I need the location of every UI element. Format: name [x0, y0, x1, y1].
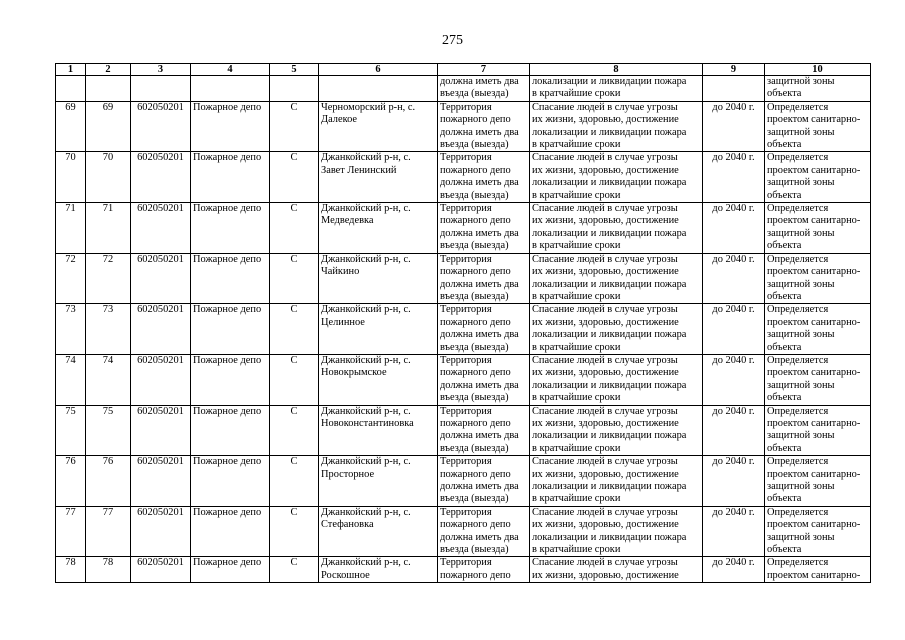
text-line: Спасание людей в случае угрозы [532, 304, 678, 316]
text-line: должна иметь два [440, 430, 519, 442]
text-line: локализации и ликвидации пожара [532, 278, 687, 290]
text-line: пожарного депо [440, 519, 511, 531]
object-name: Пожарное депо [191, 557, 270, 583]
text-line: Джанкойский р-н, с. [321, 304, 411, 316]
text-line: Джанкойский р-н, с. [321, 506, 411, 518]
col-header: 5 [270, 64, 319, 76]
text-line: Территория [440, 101, 492, 113]
text-line: защитной зоны [767, 76, 835, 87]
object-purpose [530, 354, 703, 405]
object-name: Пожарное депо [191, 405, 270, 456]
object-status: С [270, 304, 319, 355]
text-line: Определяется [767, 253, 829, 265]
text-line: пожарного депо [440, 215, 511, 227]
text-line: проектом санитарно- [767, 114, 861, 126]
text-line: защитной зоны [767, 126, 835, 138]
row-index: 74 [86, 354, 131, 405]
text-line: Территория [440, 506, 492, 518]
object-code: 602050201 [131, 253, 191, 304]
text-line: объекта [767, 392, 802, 404]
text-line: их жизни, здоровью, достижение [532, 417, 679, 429]
text-line: Спасание людей в случае угрозы [532, 506, 678, 518]
text-line: пожарного депо [440, 569, 511, 581]
text-line: въезда (выезда) [440, 290, 509, 302]
object-term: до 2040 г. [703, 354, 765, 405]
text-line: Черноморский р-н, с. [321, 101, 416, 113]
object-status: С [270, 456, 319, 507]
object-purpose [530, 557, 703, 583]
object-zone [765, 354, 871, 405]
object-location [319, 152, 438, 203]
object-purpose [530, 456, 703, 507]
text-line: их жизни, здоровью, достижение [532, 316, 679, 328]
object-requirements [438, 506, 530, 557]
text-line: Спасание людей в случае угрозы [532, 354, 678, 366]
text-line: локализации и ликвидации пожара [532, 481, 687, 492]
text-line: защитной зоны [767, 278, 835, 290]
text-line: Джанкойский р-н, с. [321, 152, 411, 164]
col-header: 9 [703, 64, 765, 76]
text-line: Территория [440, 152, 492, 164]
object-requirements [438, 456, 530, 507]
text-line: защитной зоны [767, 329, 835, 341]
object-requirements [438, 405, 530, 456]
text-line: объекта [767, 189, 802, 201]
text-line: Определяется [767, 304, 829, 316]
row-number: 70 [56, 152, 86, 203]
text-line: объекта [767, 290, 802, 302]
col-header: 4 [191, 64, 270, 76]
table-row [56, 557, 871, 583]
object-requirements [438, 304, 530, 355]
text-line: Территория [440, 405, 492, 417]
table-row [56, 405, 871, 456]
object-status: С [270, 101, 319, 152]
text-line: в кратчайшие сроки [532, 341, 621, 353]
object-status: С [270, 405, 319, 456]
object-location [319, 354, 438, 405]
text-line: Новоконстантиновка [321, 417, 414, 429]
text-line: пожарного депо [440, 164, 511, 176]
object-code: 602050201 [131, 203, 191, 254]
text-line: Спасание людей в случае угрозы [532, 456, 678, 468]
text-line: защитной зоны [767, 379, 835, 391]
col-header: 2 [86, 64, 131, 76]
row-index: 72 [86, 253, 131, 304]
text-line: локализации и ликвидации пожара [532, 227, 687, 239]
table-row [56, 152, 871, 203]
text-line: Просторное [321, 468, 375, 480]
object-requirements [438, 557, 530, 583]
row-index: 73 [86, 304, 131, 355]
row-index: 77 [86, 506, 131, 557]
row-index: 70 [86, 152, 131, 203]
object-purpose [530, 506, 703, 557]
row-number: 78 [56, 557, 86, 583]
text-line: Территория [440, 354, 492, 366]
text-line: Определяется [767, 506, 829, 518]
text-line: проектом санитарно- [767, 417, 861, 429]
row-number: 73 [56, 304, 86, 355]
text-line: пожарного депо [440, 316, 511, 328]
text-line: Джанкойский р-н, с. [321, 456, 411, 468]
text-line: их жизни, здоровью, достижение [532, 164, 679, 176]
column-number-header [56, 64, 871, 76]
object-location [319, 456, 438, 507]
object-code: 602050201 [131, 506, 191, 557]
text-line: Целинное [321, 316, 365, 328]
object-term: до 2040 г. [703, 405, 765, 456]
text-line: локализации и ликвидации пожара [532, 126, 687, 138]
row-number: 71 [56, 203, 86, 254]
text-line: Спасание людей в случае угрозы [532, 101, 678, 113]
row-number: 74 [56, 354, 86, 405]
text-line: их жизни, здоровью, достижение [532, 519, 679, 531]
text-line: защитной зоны [767, 531, 835, 543]
row-index: 75 [86, 405, 131, 456]
object-status: С [270, 557, 319, 583]
page-number: 275 [442, 33, 463, 48]
object-term: до 2040 г. [703, 304, 765, 355]
text-line: защитной зоны [767, 481, 835, 492]
row-index: 78 [86, 557, 131, 583]
register-table [55, 63, 871, 583]
text-line: пожарного депо [440, 367, 511, 379]
text-line: в кратчайшие сроки [532, 88, 621, 100]
text-line: Территория [440, 557, 492, 569]
col-header: 3 [131, 64, 191, 76]
object-term: до 2040 г. [703, 557, 765, 583]
object-location [319, 557, 438, 583]
object-location [319, 405, 438, 456]
text-line: Джанкойский р-н, с. [321, 405, 411, 417]
text-line: локализации и ликвидации пожара [532, 430, 687, 442]
object-location [319, 304, 438, 355]
text-line: защитной зоны [767, 177, 835, 189]
text-line: въезда (выезда) [440, 392, 509, 404]
text-line: их жизни, здоровью, достижение [532, 367, 679, 379]
text-line: должна иметь два [440, 531, 519, 543]
continuation-cell-7 [438, 76, 530, 102]
object-location [319, 253, 438, 304]
row-number: 77 [56, 506, 86, 557]
text-line: Территория [440, 253, 492, 265]
text-line: объекта [767, 544, 802, 556]
text-line: Территория [440, 304, 492, 316]
row-index: 71 [86, 203, 131, 254]
object-term: до 2040 г. [703, 101, 765, 152]
object-status: С [270, 506, 319, 557]
text-line: Определяется [767, 456, 829, 468]
object-requirements [438, 101, 530, 152]
text-line: проектом санитарно- [767, 215, 861, 227]
text-line: Стефановка [321, 519, 374, 531]
text-line: пожарного депо [440, 266, 511, 278]
text-line: Спасание людей в случае угрозы [532, 152, 678, 164]
table-row [56, 354, 871, 405]
object-purpose [530, 101, 703, 152]
text-line: защитной зоны [767, 227, 835, 239]
text-line: проектом санитарно- [767, 266, 861, 278]
text-line: Определяется [767, 557, 829, 569]
text-line: Роскошное [321, 569, 370, 581]
object-zone [765, 101, 871, 152]
text-line: Медведевка [321, 215, 374, 227]
row-number: 75 [56, 405, 86, 456]
text-line: проектом санитарно- [767, 468, 861, 480]
object-location [319, 101, 438, 152]
object-purpose [530, 203, 703, 254]
text-line: Определяется [767, 203, 829, 215]
object-name: Пожарное депо [191, 506, 270, 557]
text-line: должна иметь два [440, 481, 519, 492]
text-line: проектом санитарно- [767, 164, 861, 176]
object-status: С [270, 354, 319, 405]
text-line: в кратчайшие сроки [532, 392, 621, 404]
text-line: Джанкойский р-н, с. [321, 203, 411, 215]
text-line: должна иметь два [440, 329, 519, 341]
object-name: Пожарное депо [191, 253, 270, 304]
object-zone [765, 253, 871, 304]
text-line: объекта [767, 493, 802, 505]
object-zone [765, 557, 871, 583]
object-zone [765, 304, 871, 355]
text-line: должна иметь два [440, 76, 519, 87]
object-requirements [438, 253, 530, 304]
object-code: 602050201 [131, 557, 191, 583]
text-line: их жизни, здоровью, достижение [532, 114, 679, 126]
text-line: в кратчайшие сроки [532, 189, 621, 201]
text-line: локализации и ликвидации пожара [532, 379, 687, 391]
text-line: локализации и ликвидации пожара [532, 531, 687, 543]
object-location [319, 506, 438, 557]
col-header: 6 [319, 64, 438, 76]
text-line: въезда (выезда) [440, 493, 509, 505]
text-line: Спасание людей в случае угрозы [532, 557, 678, 569]
object-zone [765, 506, 871, 557]
text-line: локализации и ликвидации пожара [532, 329, 687, 341]
object-name: Пожарное депо [191, 354, 270, 405]
text-line: въезда (выезда) [440, 341, 509, 353]
text-line: пожарного депо [440, 114, 511, 126]
text-line: проектом санитарно- [767, 367, 861, 379]
text-line: в кратчайшие сроки [532, 139, 621, 151]
object-name: Пожарное депо [191, 101, 270, 152]
text-line: объекта [767, 341, 802, 353]
text-line: проектом санитарно- [767, 316, 861, 328]
text-line: Территория [440, 203, 492, 215]
text-line: пожарного депо [440, 468, 511, 480]
object-purpose [530, 304, 703, 355]
continuation-row [56, 76, 871, 102]
object-name: Пожарное депо [191, 152, 270, 203]
text-line: должна иметь два [440, 379, 519, 391]
text-line: в кратчайшие сроки [532, 442, 621, 454]
object-name: Пожарное депо [191, 203, 270, 254]
text-line: въезда (выезда) [440, 139, 509, 151]
object-term: до 2040 г. [703, 506, 765, 557]
col-header: 7 [438, 64, 530, 76]
text-line: их жизни, здоровью, достижение [532, 266, 679, 278]
text-line: в кратчайшие сроки [532, 493, 621, 505]
object-code: 602050201 [131, 354, 191, 405]
continuation-cell-10 [765, 76, 871, 102]
text-line: объекта [767, 139, 802, 151]
row-number: 69 [56, 101, 86, 152]
object-code: 602050201 [131, 101, 191, 152]
col-header: 10 [765, 64, 871, 76]
text-line: Определяется [767, 405, 829, 417]
text-line: Джанкойский р-н, с. [321, 253, 411, 265]
object-term: до 2040 г. [703, 456, 765, 507]
text-line: Территория [440, 456, 492, 468]
object-requirements [438, 203, 530, 254]
text-line: въезда (выезда) [440, 189, 509, 201]
object-zone [765, 203, 871, 254]
object-term: до 2040 г. [703, 203, 765, 254]
object-location [319, 203, 438, 254]
text-line: их жизни, здоровью, достижение [532, 468, 679, 480]
text-line: пожарного депо [440, 417, 511, 429]
object-name: Пожарное депо [191, 304, 270, 355]
object-requirements [438, 152, 530, 203]
object-zone [765, 405, 871, 456]
col-header: 1 [56, 64, 86, 76]
col-header: 8 [530, 64, 703, 76]
text-line: Новокрымское [321, 367, 387, 379]
text-line: въезда (выезда) [440, 544, 509, 556]
text-line: их жизни, здоровью, достижение [532, 569, 679, 581]
text-line: защитной зоны [767, 430, 835, 442]
object-zone [765, 456, 871, 507]
object-status: С [270, 253, 319, 304]
text-line: должна иметь два [440, 227, 519, 239]
table-row [56, 506, 871, 557]
text-line: проектом санитарно- [767, 519, 861, 531]
row-index: 76 [86, 456, 131, 507]
text-line: въезда (выезда) [440, 442, 509, 454]
text-line: въезда (выезда) [440, 240, 509, 252]
object-term: до 2040 г. [703, 152, 765, 203]
text-line: локализации и ликвидации пожара [532, 177, 687, 189]
text-line: их жизни, здоровью, достижение [532, 215, 679, 227]
object-term: до 2040 г. [703, 253, 765, 304]
object-purpose [530, 253, 703, 304]
text-line: объекта [767, 442, 802, 454]
text-line: Джанкойский р-н, с. [321, 354, 411, 366]
text-line: Определяется [767, 101, 829, 113]
object-purpose [530, 405, 703, 456]
row-number: 72 [56, 253, 86, 304]
object-code: 602050201 [131, 456, 191, 507]
object-zone [765, 152, 871, 203]
text-line: Джанкойский р-н, с. [321, 557, 411, 569]
object-requirements [438, 354, 530, 405]
table-row [56, 101, 871, 152]
text-line: должна иметь два [440, 177, 519, 189]
text-line: Определяется [767, 354, 829, 366]
object-name: Пожарное депо [191, 456, 270, 507]
table-row [56, 253, 871, 304]
text-line: Спасание людей в случае угрозы [532, 253, 678, 265]
table-row [56, 203, 871, 254]
text-line: объекта [767, 88, 802, 100]
text-line: должна иметь два [440, 278, 519, 290]
text-line: в кратчайшие сроки [532, 544, 621, 556]
table-row [56, 304, 871, 355]
text-line: въезда (выезда) [440, 88, 509, 100]
table-row [56, 456, 871, 507]
text-line: локализации и ликвидации пожара [532, 76, 687, 87]
object-code: 602050201 [131, 304, 191, 355]
continuation-cell-8 [530, 76, 703, 102]
text-line: Спасание людей в случае угрозы [532, 203, 678, 215]
row-number: 76 [56, 456, 86, 507]
text-line: Далекое [321, 114, 358, 126]
text-line: проектом санитарно- [767, 569, 861, 581]
text-line: Чайкино [321, 266, 360, 278]
object-status: С [270, 152, 319, 203]
text-line: в кратчайшие сроки [532, 290, 621, 302]
object-code: 602050201 [131, 152, 191, 203]
text-line: Спасание людей в случае угрозы [532, 405, 678, 417]
text-line: в кратчайшие сроки [532, 240, 621, 252]
object-code: 602050201 [131, 405, 191, 456]
text-line: должна иметь два [440, 126, 519, 138]
object-purpose [530, 152, 703, 203]
text-line: объекта [767, 240, 802, 252]
text-line: Завет Ленинский [321, 164, 397, 176]
row-index: 69 [86, 101, 131, 152]
object-status: С [270, 203, 319, 254]
text-line: Определяется [767, 152, 829, 164]
